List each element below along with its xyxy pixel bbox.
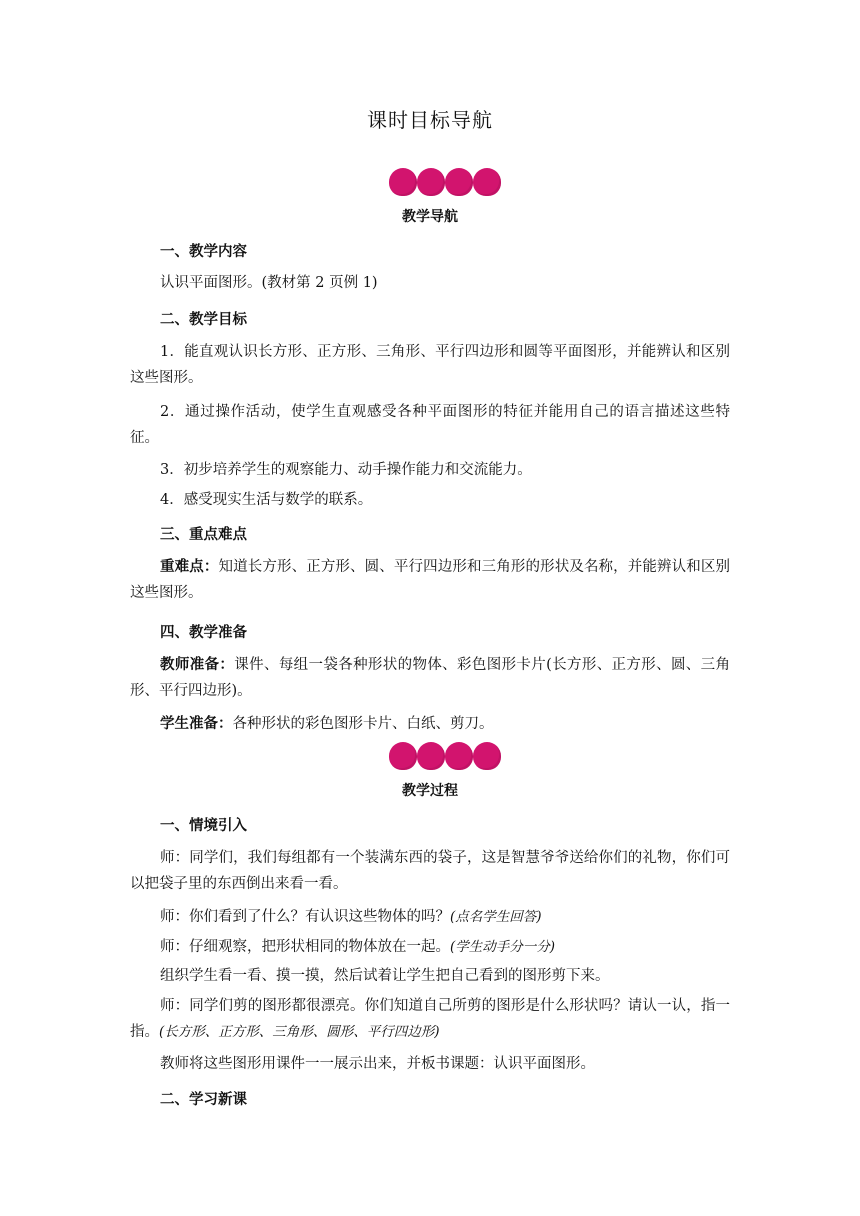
heading-content: 一、教学内容 <box>160 244 247 260</box>
paragraph-key-points <box>130 554 730 606</box>
teacher-text: 课件、每组一袋各种形状的物体、彩色图形卡片(长方形、正方形、圆、三角形、平行四边形)。 <box>130 657 731 699</box>
dot-icon <box>389 168 417 196</box>
proc3-note: (学生动手分一分) <box>450 939 556 955</box>
section-title-process: 教学过程 <box>402 783 458 799</box>
dot-icon <box>473 168 501 196</box>
decorative-dots-2 <box>389 742 501 772</box>
proc2-main: 师：你们看到了什么？有认识这些物体的吗？ <box>160 909 450 925</box>
process-paragraph-3 <box>130 934 730 960</box>
goal-item-2: 2．通过操作活动，使学生直观感受各种平面图形的特征并能用自己的语言描述这些特征。 <box>130 404 730 446</box>
heading-intro: 一、情境引入 <box>160 818 247 834</box>
process-paragraph-4: 组织学生看一看、摸一摸，然后试着让学生把自己看到的图形剪下来。 <box>160 968 610 984</box>
student-text: 各种形状的彩色图形卡片、白纸、剪刀。 <box>232 716 494 732</box>
process-paragraph-1: 师：同学们，我们每组都有一个装满东西的袋子，这是智慧爷爷送给你们的礼物，你们可以把袋子里的东西倒出来看一看。 <box>130 850 730 892</box>
section-title-guide: 教学导航 <box>402 209 458 225</box>
dot-icon <box>445 168 473 196</box>
page-title: 课时目标导航 <box>367 108 493 132</box>
heading-goals: 二、教学目标 <box>160 312 247 328</box>
dot-icon <box>473 742 501 770</box>
heading-new-lesson: 二、学习新课 <box>160 1092 247 1108</box>
process-paragraph-6: 教师将这些图形用课件一一展示出来，并板书课题：认识平面图形。 <box>160 1056 595 1072</box>
goal-item-1: 1．能直观认识长方形、正方形、三角形、平行四边形和圆等平面图形，并能辨认和区别这些图形。 <box>130 344 730 386</box>
decorative-dots-1 <box>389 168 501 198</box>
goal-item-3: 3．初步培养学生的观察能力、动手操作能力和交流能力。 <box>160 462 532 478</box>
heading-preparation: 四、教学准备 <box>160 625 247 641</box>
proc5-main: 师：同学们剪的图形都很漂亮。你们知道自己所剪的图形是什么形状吗？请认一认，指一指。 <box>130 998 730 1040</box>
paragraph-content: 认识平面图形。(教材第 2 页例 1) <box>160 275 378 291</box>
paragraph-student-prep <box>130 711 730 737</box>
proc3-main: 师：仔细观察，把形状相同的物体放在一起。 <box>160 939 450 955</box>
paragraph-teacher-prep <box>130 652 730 704</box>
proc2-note: (点名学生回答) <box>450 909 542 925</box>
dot-icon <box>389 742 417 770</box>
dot-icon <box>417 742 445 770</box>
process-paragraph-2 <box>130 904 730 930</box>
student-label: 学生准备： <box>160 716 233 732</box>
process-paragraph-5 <box>130 993 730 1045</box>
teacher-label: 教师准备： <box>160 657 235 673</box>
dot-icon <box>445 742 473 770</box>
heading-key-points: 三、重点难点 <box>160 527 247 543</box>
proc5-note: (长方形、正方形、三角形、圆形、平行四边形) <box>159 1024 440 1040</box>
goal-item-4: 4．感受现实生活与数学的联系。 <box>160 492 373 508</box>
key-label: 重难点： <box>160 559 219 575</box>
dot-icon <box>417 168 445 196</box>
key-text: 知道长方形、正方形、圆、平行四边形和三角形的形状及名称，并能辨认和区别这些图形。 <box>130 559 731 601</box>
